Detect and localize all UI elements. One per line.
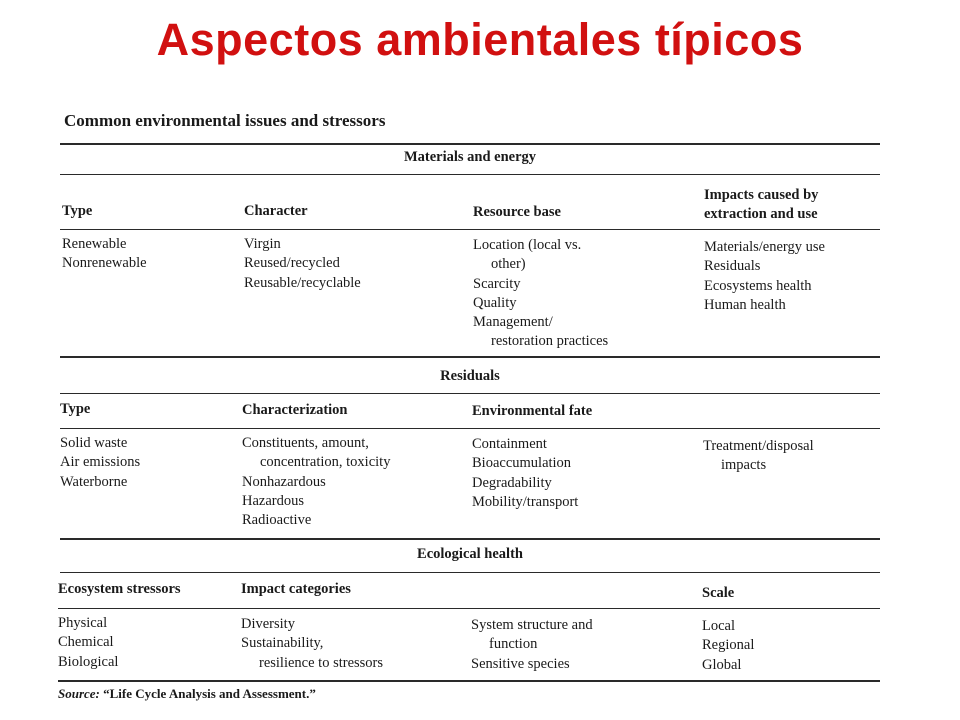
list-item: Local [702, 618, 736, 634]
source-text: “Life Cycle Analysis and Assessment.” [103, 686, 316, 701]
list-item: Sustainability, [241, 635, 324, 652]
rule-residuals-top [60, 356, 880, 358]
list-item: other) [491, 256, 526, 273]
rule-residuals-cols [60, 428, 880, 429]
header-type: Type [62, 203, 93, 219]
list-item: Hazardous [242, 492, 305, 509]
header-environmental-fate: Environmental fate [472, 403, 593, 419]
list-item: Human health [704, 296, 786, 313]
ecological-stressors-list [58, 614, 118, 672]
rule-materials-head [60, 174, 880, 175]
list-item: System structure and [471, 617, 593, 633]
list-item: Biological [58, 653, 119, 670]
source-label: Source: [58, 686, 100, 701]
header-impacts [704, 186, 818, 224]
section-title-ecological: Ecological health [417, 546, 523, 562]
section-title-materials: Materials and energy [403, 149, 537, 165]
rule-ecological-top [60, 538, 880, 540]
rule-bottom [58, 680, 880, 682]
list-item: Global [702, 656, 742, 673]
materials-type-list [62, 235, 147, 274]
list-item: Materials/energy use [704, 239, 825, 255]
list-item: Waterborne [60, 473, 128, 490]
header-impacts-line2: extraction and use [704, 206, 818, 222]
rule-residuals-head [60, 393, 880, 394]
materials-resource-list [473, 236, 608, 352]
list-item: Reusable/recyclable [244, 274, 361, 291]
list-item: Mobility/transport [472, 493, 579, 510]
list-item: Ecosystems health [704, 277, 812, 294]
header-resource-base: Resource base [473, 204, 561, 220]
list-item: Residuals [704, 258, 761, 275]
list-item: impacts [721, 457, 767, 474]
header-ecosystem-stressors: Ecosystem stressors [58, 581, 181, 597]
rule-ecological-head [60, 572, 880, 573]
list-item: Management/ [473, 314, 553, 331]
list-item: Constituents, amount, [242, 435, 369, 451]
source-note [58, 686, 316, 702]
list-item: Scarcity [473, 275, 521, 292]
materials-impacts-list [704, 238, 825, 315]
ecological-scale-list [702, 617, 754, 675]
residuals-treatment-list [703, 437, 814, 476]
list-item: Nonrenewable [62, 255, 147, 272]
list-item: Solid waste [60, 435, 128, 451]
list-item: Radioactive [242, 512, 312, 529]
list-item: Nonhazardous [242, 473, 326, 490]
list-item: Quality [473, 294, 517, 311]
table-title: Common environmental issues and stressors [64, 111, 386, 130]
rule-ecological-cols [58, 608, 880, 609]
list-item: Treatment/disposal [703, 438, 814, 454]
header-character: Character [244, 203, 308, 219]
list-item: Air emissions [60, 454, 141, 471]
header-impacts-line1: Impacts caused by [704, 187, 819, 203]
list-item: function [489, 636, 538, 653]
list-item: Diversity [241, 616, 295, 632]
residuals-characterization-list [242, 434, 390, 530]
header-type: Type [60, 401, 91, 417]
materials-character-list [244, 235, 361, 293]
ecological-impact-list [241, 615, 383, 673]
header-characterization: Characterization [242, 402, 348, 418]
list-item: concentration, toxicity [260, 454, 391, 471]
residuals-type-list [60, 434, 140, 492]
header-impact-categories: Impact categories [241, 581, 351, 597]
list-item: restoration practices [491, 333, 609, 350]
residuals-fate-list [472, 435, 578, 512]
list-item: Containment [472, 436, 547, 452]
header-scale: Scale [702, 585, 735, 601]
rule-materials-cols [60, 229, 880, 230]
list-item: Location (local vs. [473, 237, 582, 253]
list-item: Degradability [472, 474, 552, 491]
list-item: Virgin [244, 236, 281, 252]
slide-title: Aspectos ambientales típicos [156, 14, 804, 65]
list-item: resilience to stressors [259, 654, 384, 671]
rule-top [60, 143, 880, 145]
list-item: Bioaccumulation [472, 455, 572, 472]
list-item: Regional [702, 637, 755, 654]
section-title-residuals: Residuals [440, 368, 500, 384]
ecological-system-list [471, 616, 593, 674]
list-item: Renewable [62, 236, 127, 252]
list-item: Chemical [58, 634, 114, 651]
list-item: Physical [58, 615, 108, 631]
list-item: Reused/recycled [244, 255, 340, 272]
list-item: Sensitive species [471, 655, 570, 672]
